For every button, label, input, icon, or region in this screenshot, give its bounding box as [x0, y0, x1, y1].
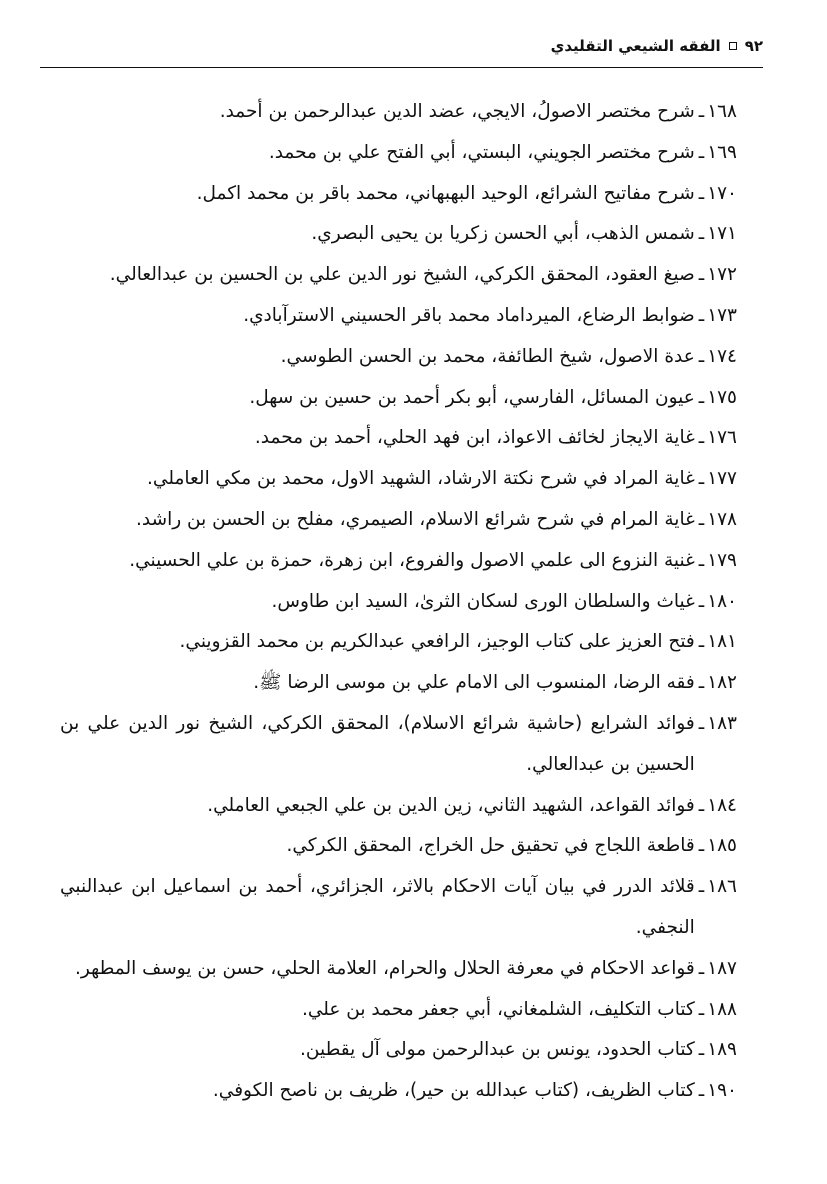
entry-dash: ـ — [698, 101, 705, 122]
entry-dash: ـ — [698, 549, 705, 571]
list-item — [60, 867, 737, 949]
entry-text: غنية النزوع الى علمي الاصول والفروع، ابن زهرة، حمزة بن علي الحسيني. — [129, 549, 695, 571]
entry-number: ١٨٣ — [707, 712, 737, 734]
entry-number: ١٨١ — [707, 631, 737, 653]
list-item — [60, 541, 737, 582]
entry-text: غاية المراد في شرح نكتة الارشاد، الشهيد الاول، محمد بن مكي العاملي. — [147, 468, 695, 490]
entry-text: فتح العزيز على كتاب الوجيز، الرافعي عبدالكريم بن محمد القزويني. — [179, 631, 695, 653]
entry-text: قواعد الاحكام في معرفة الحلال والحرام، العلامة الحلي، حسن بن يوسف المطهر. — [74, 957, 695, 979]
entry-dash: ـ — [698, 427, 705, 449]
list-item — [60, 296, 737, 337]
header-divider — [40, 67, 763, 68]
entry-dash: ـ — [698, 182, 705, 204]
list-item — [60, 704, 737, 786]
list-item — [60, 663, 737, 704]
entry-dash: ـ — [698, 264, 705, 286]
entry-dash: ـ — [698, 1039, 705, 1061]
entry-number: ١٨٢ — [707, 672, 737, 694]
entry-dash: ـ — [698, 876, 705, 898]
entry-number: ١٨٩ — [707, 1039, 737, 1061]
entry-number: ١٨٦ — [707, 876, 737, 898]
entry-text: كتاب التكليف، الشلمغاني، أبي جعفر محمد بن علي. — [301, 998, 695, 1020]
entry-dash: ـ — [698, 631, 705, 653]
entry-dash: ـ — [698, 712, 705, 734]
entry-text: فقه الرضا، المنسوب الى الامام علي بن موسى الرضا ﷺ. — [253, 672, 695, 694]
bibliography-list — [60, 92, 737, 1112]
entry-number: ١٧٧ — [707, 468, 737, 490]
entry-number: ١٦٨ — [707, 101, 737, 122]
entry-dash: ـ — [698, 468, 705, 490]
entry-text: كتاب الظريف، (كتاب عبدالله بن حير)، ظريف بن ناصح الكوفي. — [212, 1080, 695, 1102]
list-item — [60, 500, 737, 541]
entry-text: فوائد القواعد، الشهيد الثاني، زين الدين بن علي الجبعي العاملي. — [207, 794, 695, 816]
square-ornament-icon — [729, 42, 737, 50]
entry-dash: ـ — [698, 590, 705, 612]
entry-number: ١٨٧ — [707, 957, 737, 979]
list-item — [60, 378, 737, 419]
list-item — [60, 418, 737, 459]
list-item — [60, 826, 737, 867]
entry-text: كتاب الحدود، يونس بن عبدالرحمن مولى آل يقطين. — [300, 1039, 695, 1061]
entry-dash: ـ — [698, 1080, 705, 1102]
entry-text: شمس الذهب، أبي الحسن زكريا بن يحيى البصري. — [311, 223, 695, 245]
entry-text: غاية الايجاز لخائف الاعواذ، ابن فهد الحلي، أحمد بن محمد. — [254, 427, 695, 449]
list-item — [60, 582, 737, 623]
list-item — [60, 990, 737, 1031]
entry-text: قاطعة اللجاج في تحقيق حل الخراج، المحقق الكركي. — [286, 835, 695, 857]
running-title: الفقه الشيعي التقليدي — [550, 37, 721, 55]
entry-text: عيون المسائل، الفارسي، أبو بكر أحمد بن حسين بن سهل. — [249, 386, 695, 408]
entry-number: ١٧٦ — [707, 427, 737, 449]
list-item — [60, 949, 737, 990]
list-item — [60, 174, 737, 215]
entry-dash: ـ — [698, 998, 705, 1020]
entry-number: ١٨٥ — [707, 835, 737, 857]
entry-text: غياث والسلطان الورى لسكان الثرىٰ، السيد ابن طاوس. — [271, 590, 695, 612]
entry-text: شرح مفاتيح الشرائع، الوحيد البهبهاني، محمد باقر بن محمد اكمل. — [196, 182, 695, 204]
list-item — [60, 92, 737, 133]
entry-number: ١٧٣ — [707, 304, 737, 326]
entry-dash: ـ — [698, 957, 705, 979]
entry-text: صيغ العقود، المحقق الكركي، الشيخ نور الدين علي بن الحسين بن عبدالعالي. — [109, 264, 695, 286]
list-item — [60, 1071, 737, 1112]
entry-dash: ـ — [698, 835, 705, 857]
entry-text: شرح مختصر الجويني، البستي، أبي الفتح علي بن محمد. — [268, 141, 695, 163]
entry-number: ١٧٥ — [707, 386, 737, 408]
entry-number: ١٧٩ — [707, 549, 737, 571]
list-item — [60, 459, 737, 500]
page-number: ٩٢ — [744, 37, 763, 55]
entry-number: ١٧٠ — [707, 182, 737, 204]
list-item — [60, 214, 737, 255]
entry-text: عدة الاصول، شيخ الطائفة، محمد بن الحسن الطوسي. — [280, 345, 695, 367]
list-item — [60, 1030, 737, 1071]
list-item — [60, 786, 737, 827]
entry-number: ١٧٢ — [707, 264, 737, 286]
entry-dash: ـ — [698, 794, 705, 816]
entry-text: غاية المرام في شرح شرائع الاسلام، الصيمري، مفلح بن الحسن بن راشد. — [135, 508, 695, 530]
entry-text: قلائد الدرر في بيان آيات الاحكام بالاثر، الجزائري، أحمد بن اسماعيل ابن عبدالنبي النجفي. — [60, 876, 695, 938]
entry-number: ١٦٩ — [707, 141, 737, 163]
entry-number: ١٨٨ — [707, 998, 737, 1020]
entry-dash: ـ — [698, 345, 705, 367]
entry-number: ١٨٤ — [707, 794, 737, 816]
list-item — [60, 255, 737, 296]
list-item — [60, 622, 737, 663]
list-item — [60, 133, 737, 174]
entry-dash: ـ — [698, 386, 705, 408]
running-header — [40, 26, 763, 66]
entry-number: ١٨٠ — [707, 590, 737, 612]
entry-number: ١٧١ — [707, 223, 737, 245]
entry-number: ١٧٨ — [707, 508, 737, 530]
entry-dash: ـ — [698, 508, 705, 530]
entry-text: فوائد الشرايع (حاشية شرائع الاسلام)، المحقق الكركي، الشيخ نور الدين علي بن الحسين بن عبدالعالي. — [60, 712, 695, 775]
entry-text: شرح مختصر الاصولُ، الايجي، عضد الدين عبدالرحمن بن أحمد. — [219, 101, 695, 122]
list-item — [60, 337, 737, 378]
entry-number: ١٧٤ — [707, 345, 737, 367]
entry-dash: ـ — [698, 223, 705, 245]
entry-number: ١٩٠ — [707, 1080, 737, 1102]
entry-dash: ـ — [698, 141, 705, 163]
entry-dash: ـ — [698, 304, 705, 326]
entry-text: ضوابط الرضاع، الميرداماد محمد باقر الحسيني الاسترآبادي. — [243, 304, 695, 326]
entry-dash: ـ — [698, 672, 705, 694]
